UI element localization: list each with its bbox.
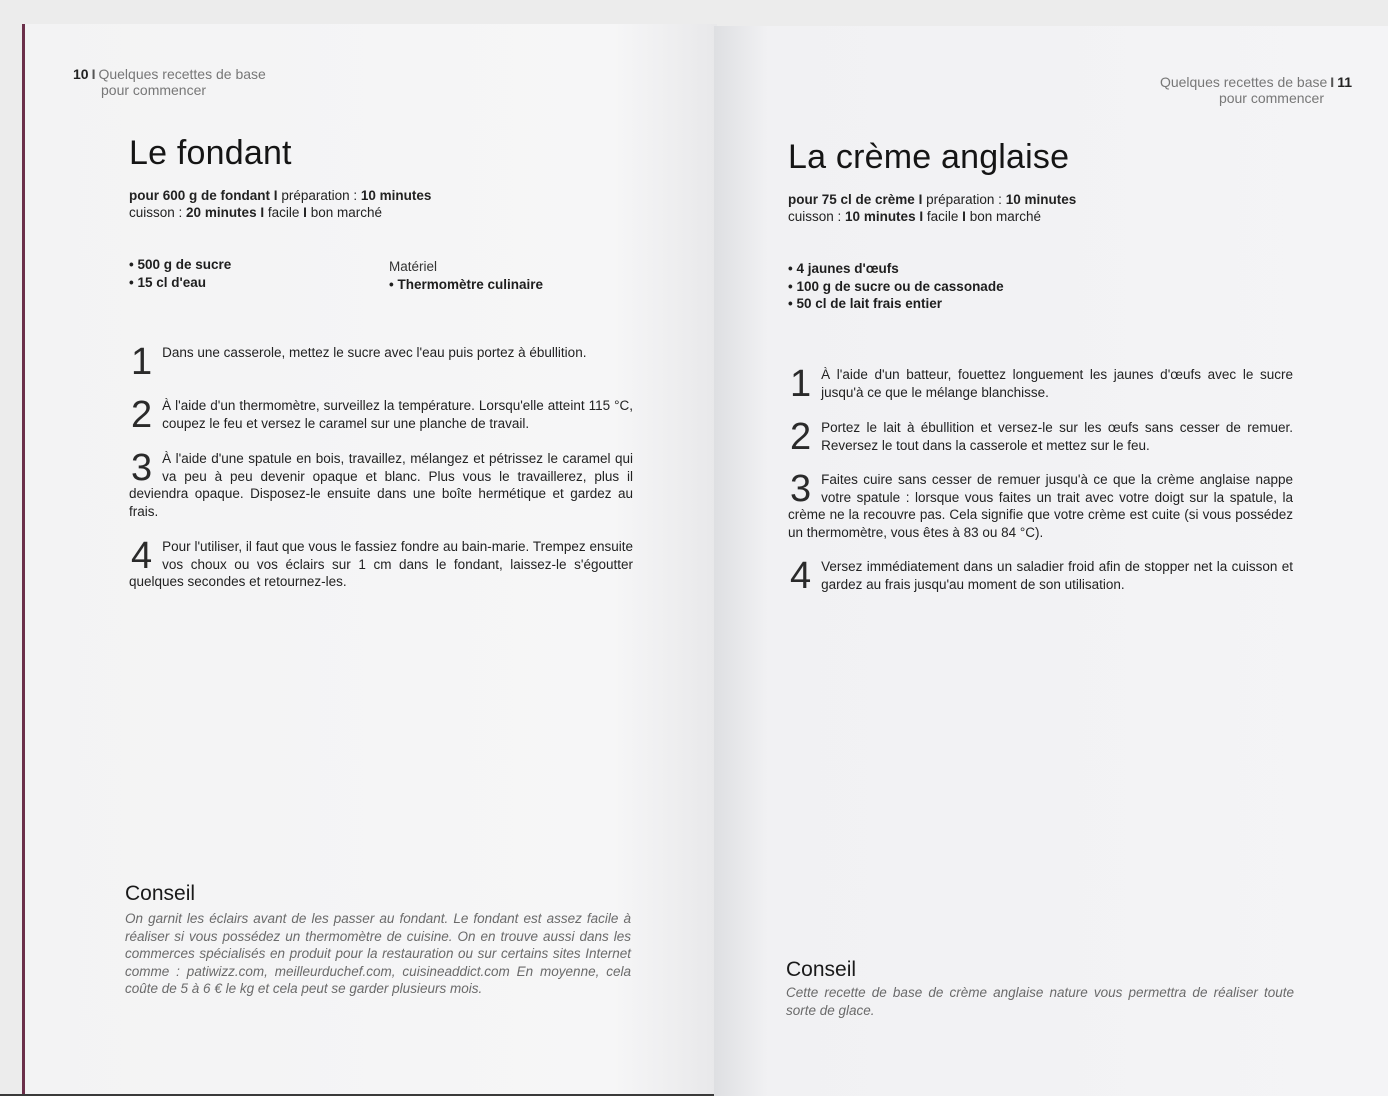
step-number: 4 xyxy=(790,555,812,597)
right-step-3 xyxy=(788,468,1293,541)
step-number: 2 xyxy=(131,394,153,436)
left-page xyxy=(22,24,717,1094)
left-page-number: 10 xyxy=(73,66,89,82)
right-page xyxy=(714,26,1388,1096)
running-head-separator: I xyxy=(91,66,96,82)
right-cost: bon marché xyxy=(969,209,1041,224)
step-text: Versez immédiatement dans un saladier froid afin de stopper net la cuisson et gardez au frais jusqu'au moment de son utilisation. xyxy=(821,559,1293,592)
right-tip-title: Conseil xyxy=(786,958,857,981)
list-item: • 100 g de sucre ou de cassonade xyxy=(788,278,1004,296)
right-step-4 xyxy=(788,555,1293,597)
left-running-head xyxy=(73,66,266,98)
left-step-3 xyxy=(129,447,633,520)
list-item: • 500 g de sucre xyxy=(129,256,231,274)
left-difficulty: facile xyxy=(267,205,300,220)
list-item: • 4 jaunes d'œufs xyxy=(788,260,1004,278)
left-yield: pour 600 g de fondant xyxy=(129,188,271,203)
right-running-head-line1: Quelques recettes de base xyxy=(1159,74,1328,90)
right-recipe-title: La crème anglaise xyxy=(788,138,1070,176)
left-cook-label: cuisson : xyxy=(129,205,183,220)
step-number: 1 xyxy=(131,341,153,383)
right-cook-label: cuisson : xyxy=(788,209,842,224)
left-step-2 xyxy=(129,394,633,436)
step-text: À l'aide d'un batteur, fouettez longuement les jaunes d'œufs avec le sucre jusqu'à ce que le mélange blanchisse. xyxy=(821,367,1293,400)
right-step-2 xyxy=(788,416,1293,458)
list-item: • 50 cl de lait frais entier xyxy=(788,295,1004,313)
right-prep-time: 10 minutes xyxy=(1005,192,1077,207)
step-text: Faites cuire sans cesser de remuer jusqu'à ce que la crème anglaise nappe votre spatule : lorsque vous faites un trait avec votre doigt sur la spatule, la crème ne la recouvre pas. Cela signifie que votre crème est cuite (si vous possédez un thermomètre, vous êtes à 83 ou 84 °C). xyxy=(788,472,1293,540)
list-item: • 15 cl d'eau xyxy=(129,274,231,292)
left-cook-time: 20 minutes xyxy=(186,205,257,220)
left-materiel-block xyxy=(389,258,543,293)
left-prep-label: préparation : xyxy=(281,188,358,203)
step-text: Dans une casserole, mettez le sucre avec l'eau puis portez à ébullition. xyxy=(162,345,587,360)
materiel-title: Matériel xyxy=(389,259,438,274)
step-number: 1 xyxy=(790,363,812,405)
left-ingredients-list xyxy=(129,256,231,291)
left-running-head-line2: pour commencer xyxy=(101,82,207,98)
right-yield: pour 75 cl de crème xyxy=(788,192,915,207)
left-step-4 xyxy=(129,535,633,591)
left-running-head-line1: Quelques recettes de base xyxy=(98,66,266,82)
left-tip-title: Conseil xyxy=(125,882,196,905)
list-item: • Thermomètre culinaire xyxy=(389,276,543,294)
right-running-head-line2: pour commencer xyxy=(1218,90,1324,106)
materiel-list xyxy=(389,276,543,294)
step-number: 4 xyxy=(131,535,153,577)
left-step-1 xyxy=(129,341,633,383)
running-head-separator: I xyxy=(1330,74,1335,90)
left-recipe-meta: pour 600 g de fondant I préparation : 10 minutes cuisson : 20 minutes I facile I bon marché xyxy=(129,188,432,220)
right-prep-label: préparation : xyxy=(926,192,1002,207)
step-number: 3 xyxy=(131,447,153,489)
left-cost: bon marché xyxy=(310,205,382,220)
right-recipe-meta: pour 75 cl de crème I préparation : 10 minutes cuisson : 10 minutes I facile I bon marché xyxy=(788,192,1077,224)
step-text: Pour l'utiliser, il faut que vous le fassiez fondre au bain-marie. Trempez ensuite vos choux ou vos éclairs sur 1 cm dans le fondant, laissez-le s'égoutter quelques secondes et retournez-les. xyxy=(129,539,633,589)
step-number: 3 xyxy=(790,468,812,510)
left-tip-text: On garnit les éclairs avant de les passer au fondant. Le fondant est assez facile à réaliser si vous possédez un thermomètre de cuisine. On en trouve aussi dans les commerces spécialisés en produit pour la restauration ou sur certains sites Internet comme : patiwizz.com, meilleurduchef.com, cuisineaddict.com En moyenne, cela coûte de 5 à 6 € le kg et cela peut se garder plusieurs mois. xyxy=(125,911,631,996)
step-text: À l'aide d'une spatule en bois, travaillez, mélangez et pétrissez le caramel qui va peu à peu devenir opaque et blanc. Plus vous le travaillerez, plus il deviendra opaque. Disposez-le ensuite dans une boîte hermétique et gardez au frais. xyxy=(129,451,633,519)
step-text: À l'aide d'un thermomètre, surveillez la température. Lorsqu'elle atteint 115 °C, coupez le feu et versez le caramel sur une planche de travail. xyxy=(162,398,633,431)
right-tip-text: Cette recette de base de crème anglaise nature vous permettra de réaliser toute sorte de glace. xyxy=(786,985,1294,1018)
right-step-1 xyxy=(788,363,1293,405)
right-running-head xyxy=(1160,74,1352,106)
step-text: Portez le lait à ébullition et versez-le sur les œufs sans cesser de remuer. Reversez le tout dans la casserole et mettez sur le feu. xyxy=(821,420,1293,453)
right-page-number: 11 xyxy=(1337,74,1352,90)
step-number: 2 xyxy=(790,416,812,458)
right-difficulty: facile xyxy=(926,209,959,224)
right-ingredients-list xyxy=(788,260,1004,313)
left-recipe-title: Le fondant xyxy=(129,134,292,172)
left-prep-time: 10 minutes xyxy=(360,188,432,203)
right-cook-time: 10 minutes xyxy=(845,209,916,224)
